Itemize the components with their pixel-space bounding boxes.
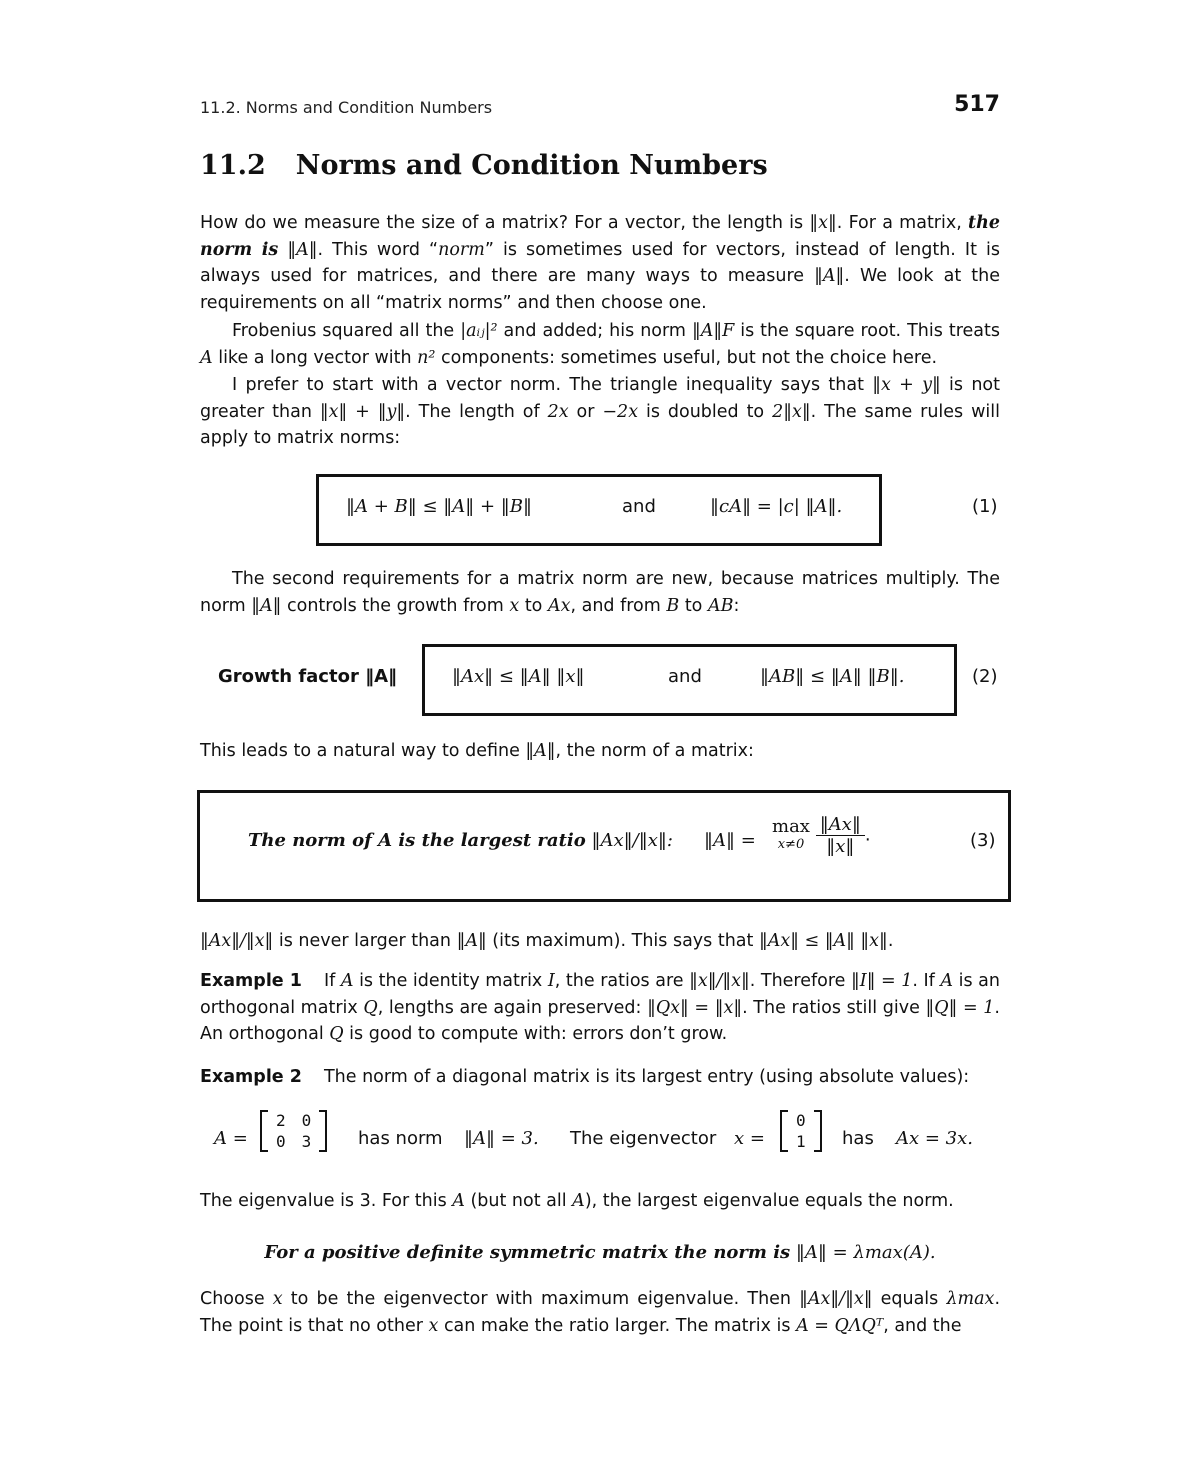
diagonal-example-display: [214, 1110, 1014, 1170]
eq2-and: and: [668, 666, 702, 687]
norm-value: ‖A‖ = 3.: [464, 1128, 539, 1149]
eq1-left: ‖A + B‖ ≤ ‖A‖ + ‖B‖: [346, 496, 533, 517]
paragraph-choose-eigenvector: Choose x to be the eigenvector with maximum eigenvalue. Then ‖Ax‖/‖x‖ equals λmax. The point is that no other x can make the ratio larger. The matrix is A = QΛQᵀ, and the: [200, 1289, 1001, 1336]
paragraph-growth: The second requirements for a matrix norm are new, because matrices multiply. The norm ‖A‖ controls the growth from x to Ax, and from B to AB:: [200, 569, 1000, 616]
eq2-label: (2): [972, 666, 998, 687]
example-2-label: Example 2: [200, 1067, 302, 1087]
section-heading: [200, 150, 768, 181]
example-2: Example 2 The norm of a diagonal matrix is its largest entry (using absolute values):: [200, 1067, 970, 1087]
has-text: has: [842, 1128, 874, 1149]
eq2-right: ‖AB‖ ≤ ‖A‖ ‖B‖.: [760, 666, 905, 687]
paragraph-ratio-bound: ‖Ax‖/‖x‖ is never larger than ‖A‖ (its maximum). This says that ‖Ax‖ ≤ ‖A‖ ‖x‖.: [200, 931, 894, 951]
max-operator: max x≠0: [772, 815, 810, 852]
eq3-lhs: ‖A‖ =: [704, 830, 756, 851]
Ax-equals-3x: Ax = 3x.: [896, 1128, 974, 1149]
eq1-and: and: [622, 496, 656, 517]
eq1-label: (1): [972, 496, 998, 517]
eq3-statement: The norm of A is the largest ratio ‖Ax‖/‖x‖:: [248, 830, 673, 851]
A-equals: A =: [214, 1128, 248, 1149]
positive-definite-statement: For a positive definite symmetric matrix the norm is ‖A‖ = λmax(A).: [264, 1242, 936, 1263]
paragraph-triangle-inequality: I prefer to start with a vector norm. The triangle inequality says that ‖x + y‖ is not greater than ‖x‖ + ‖y‖. The length of 2x or −2x is doubled to 2‖x‖. The same rules will apply to matrix norms:: [200, 375, 1000, 448]
example-1: Example 1 If A is the identity matrix I, the ratios are ‖x‖/‖x‖. Therefore ‖I‖ = 1. If A is an orthogonal matrix Q, lengths are again preserved: ‖Qx‖ = ‖x‖. The ratios still give ‖Q‖ = 1. An orthogonal Q is good to compute with: errors don’t grow.: [200, 971, 1000, 1044]
eq2-left: ‖Ax‖ ≤ ‖A‖ ‖x‖: [452, 666, 585, 687]
eq1-right: ‖cA‖ = |c| ‖A‖.: [710, 496, 843, 517]
has-norm-text: has norm: [358, 1128, 443, 1149]
eigenvector-text: The eigenvector: [570, 1128, 717, 1149]
ratio-fraction: $\frac{‖Ax‖}{‖x‖}$: [816, 814, 865, 857]
paragraph-intro: How do we measure the size of a matrix? For a vector, the length is ‖x‖. For a matrix, the norm is ‖A‖. This word “norm” is sometimes used for vectors, instead of length. It is always used for matrices, and there are many ways to measure ‖A‖. We look at the requirements on all “matrix norms” and then choose one.: [200, 213, 1000, 313]
eq2-side-label: Growth factor ‖A‖: [218, 666, 398, 687]
eq3-label: (3): [970, 830, 996, 851]
paragraph-definition-lead: This leads to a natural way to define ‖A‖, the norm of a matrix:: [200, 741, 754, 761]
running-header: [200, 92, 1000, 120]
paragraph-eigenvalue: The eigenvalue is 3. For this A (but not all A), the largest eigenvalue equals the norm.: [200, 1191, 954, 1211]
section-number: 11.2: [200, 150, 266, 181]
eq3-max-fraction: max x≠0 $\frac{‖Ax‖}{‖x‖}$ .: [772, 814, 871, 857]
section-title: Norms and Condition Numbers: [295, 150, 768, 181]
paragraph-frobenius: Frobenius squared all the |aᵢⱼ|² and added; his norm ‖A‖F is the square root. This treats A like a long vector with n² components: sometimes useful, but not the choice here.: [200, 321, 1000, 368]
matrix-A: 2 0 0 3: [260, 1110, 327, 1152]
x-equals: x =: [734, 1128, 765, 1149]
running-title: 11.2. Norms and Condition Numbers: [200, 98, 493, 117]
example-1-label: Example 1: [200, 971, 302, 991]
page-number: 517: [954, 92, 1000, 117]
vector-x: 0 1: [780, 1110, 822, 1152]
